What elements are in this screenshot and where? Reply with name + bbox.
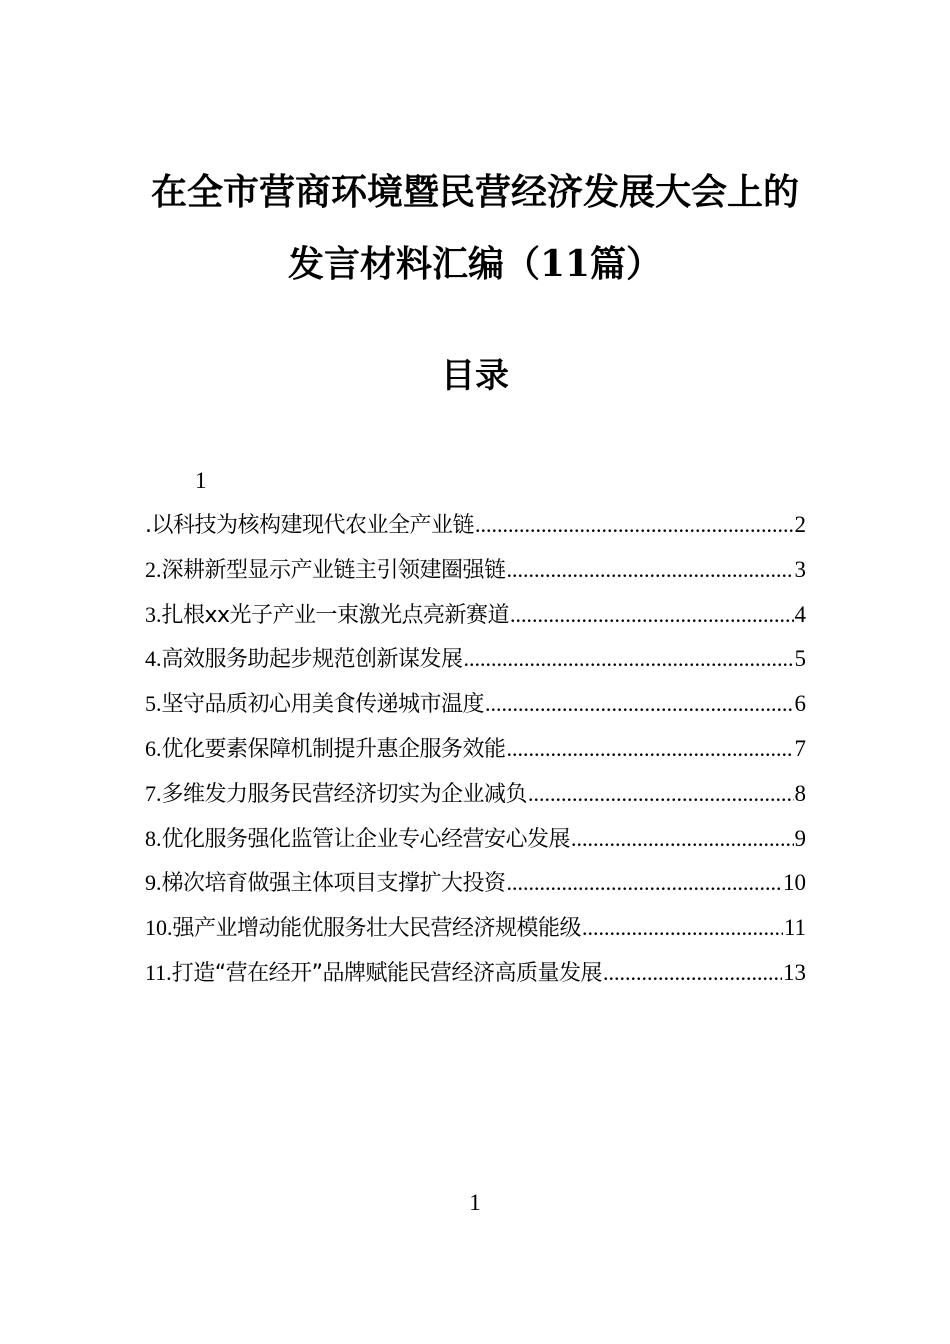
toc-entry-page: 7 <box>794 735 806 761</box>
toc-entry-text: 打造“营在经开”品牌赋能民营经济高质量发展 <box>171 960 602 986</box>
toc-entry[interactable] <box>145 957 806 1002</box>
toc-entry-title <box>145 912 581 945</box>
toc-entry-page: 8 <box>794 780 806 806</box>
page-number: 1 <box>469 1190 481 1215</box>
toc-entry-page: 3 <box>794 556 806 582</box>
toc-entry-title <box>145 509 474 542</box>
toc-entry[interactable] <box>145 554 806 599</box>
toc-leader-dots <box>603 957 782 989</box>
toc-entry[interactable] <box>145 688 806 733</box>
toc-entry-number: 11. <box>145 959 172 985</box>
toc-entry[interactable] <box>145 912 806 957</box>
toc-entry-title <box>145 823 570 856</box>
toc-entry-text: .以科技为核构建现代农业全产业链 <box>145 513 474 538</box>
toc-entry-number: 2. <box>145 556 162 582</box>
toc-entry-page: 10 <box>783 870 806 896</box>
toc-entry-page: 5 <box>794 646 806 672</box>
toc-entry[interactable] <box>145 867 806 912</box>
toc-entry-page: 9 <box>794 825 806 851</box>
toc-leader-dots <box>485 688 793 720</box>
toc-leader-dots <box>510 599 793 631</box>
toc-leader-dots <box>507 733 794 765</box>
toc-heading: 目录 <box>441 356 509 396</box>
toc-entry-text: 强产业增动能优服务壮大民营经济规模能级 <box>172 916 582 942</box>
toc-entry[interactable] <box>145 643 806 688</box>
toc-entry[interactable] <box>145 733 806 778</box>
toc-entry-page: 6 <box>794 691 806 717</box>
toc-leader-dots <box>571 823 793 855</box>
toc-entry-page: 2 <box>794 512 806 537</box>
toc-entry[interactable] <box>145 509 806 554</box>
toc-entry-page: 11 <box>783 915 806 941</box>
toc-entry-number: 3. <box>145 601 162 627</box>
toc-entry-text: 坚守品质初心用美食传递城市温度 <box>161 692 485 718</box>
toc-entry-text: 深耕新型显示产业链主引领建圈强链 <box>161 557 506 583</box>
toc-entry-page: 4 <box>794 601 806 627</box>
toc-entry-title <box>145 688 484 721</box>
toc-entry-title <box>145 554 506 587</box>
toc-leader-dots <box>507 867 782 899</box>
toc-entry-number: 5. <box>145 691 162 717</box>
toc-entry-title <box>145 867 506 900</box>
toc-entry-text: 梯次培育做强主体项目支撑扩大投资 <box>161 871 506 897</box>
toc-leader-dots <box>464 643 794 675</box>
toc-entry-text: 优化要素保障机制提升惠企服务效能 <box>161 736 506 762</box>
toc-leader-dots <box>475 509 794 541</box>
toc-entry-text: 高效服务助起步规范创新谋发展 <box>161 647 463 673</box>
toc-entry-title <box>145 643 463 676</box>
document-title-line-2: 发言材料汇编（11篇） <box>287 243 663 285</box>
toc-leader-dots <box>582 912 783 944</box>
toc-entry-title <box>145 778 527 811</box>
toc-entry-number: 4. <box>145 646 162 672</box>
toc-entry-number: 10. <box>145 915 173 941</box>
toc-entry-page: 13 <box>783 959 806 985</box>
document-title-line-1: 在全市营商环境暨民营经济发展大会上的 <box>150 171 799 213</box>
toc-entry[interactable] <box>145 599 806 644</box>
toc-entry-number: 6. <box>145 735 162 761</box>
toc-entry-text: 多维发力服务民营经济切实为企业减负 <box>161 781 528 807</box>
toc-leader-dots <box>528 778 793 810</box>
toc-leader-dots <box>507 554 794 586</box>
table-of-contents <box>145 509 806 1002</box>
toc-entry[interactable] <box>145 778 806 823</box>
toc-entry-title <box>145 599 509 632</box>
toc-entry[interactable] <box>145 823 806 868</box>
toc-entry-text: 扎根xx光子产业一束激光点亮新赛道 <box>161 602 510 628</box>
toc-entry-title <box>145 733 506 766</box>
toc-entry-text: 优化服务强化监管让企业专心经营安心发展 <box>161 826 571 852</box>
toc-orphan-number: 1 <box>195 468 207 493</box>
toc-entry-number: 8. <box>145 825 162 851</box>
toc-entry-title <box>145 957 602 990</box>
toc-entry-number: 7. <box>145 780 162 806</box>
toc-entry-number: 9. <box>145 870 162 896</box>
